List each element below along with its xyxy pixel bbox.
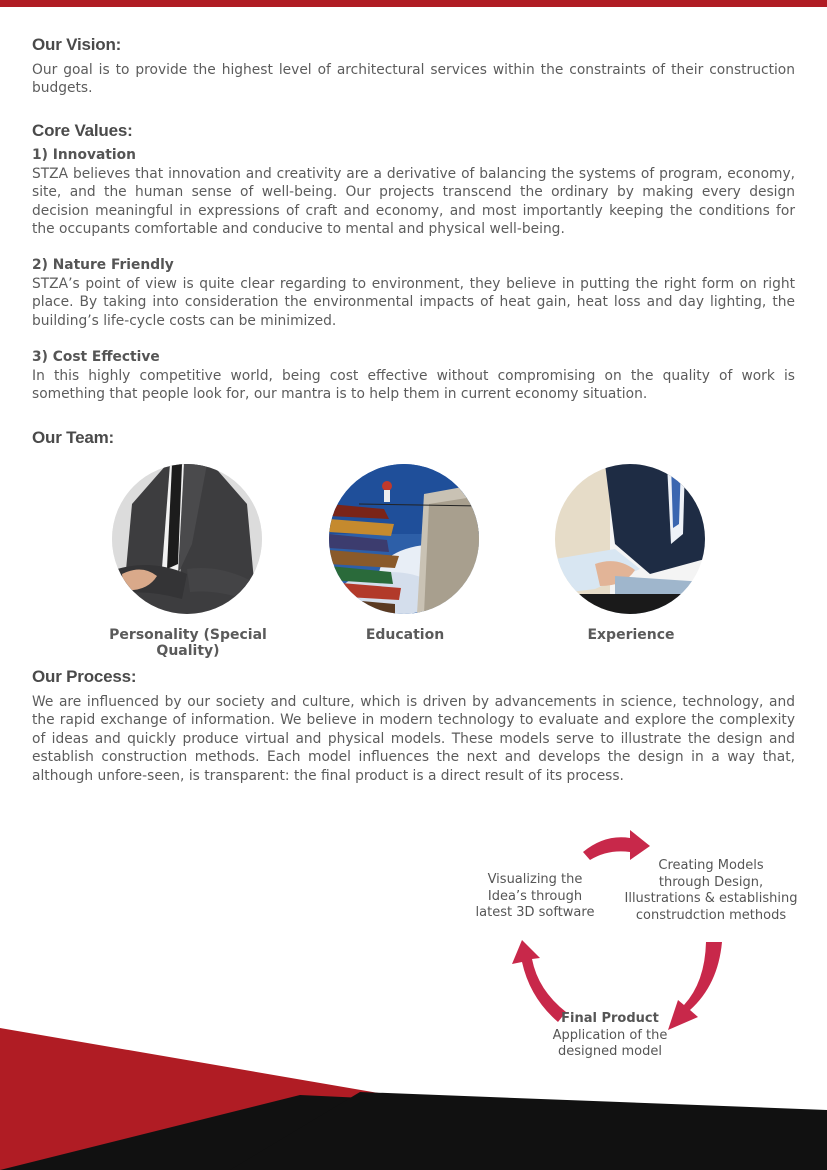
vision-heading: Our Vision:	[32, 35, 122, 54]
cycle-step-visualize-line2: Idea’s through	[487, 888, 583, 904]
cycle-step-create-line2: through Design,	[658, 874, 764, 890]
team-caption-experience: Experience	[587, 627, 675, 643]
cycle-arrow-left	[512, 940, 566, 1022]
team-caption-education: Education	[365, 627, 445, 643]
team-heading: Our Team:	[32, 428, 114, 447]
value-innovation-text: STZA believes that innovation and creativity are a derivative of balancing the systems of program, economy, site, and the human sense of well-being. Our projects transcend the ordinary by making every design decision meaningful in expressions of craft and economy, and most importantly keeping the conditions for the occupants comfortable and conducive to mental and physical well-being.	[32, 166, 795, 238]
cycle-step-create-line4: construdction methods	[635, 907, 787, 923]
cycle-step-create-line1: Creating Models	[658, 858, 764, 873]
cycle-step-visualize-line3: latest 3D software	[475, 905, 595, 920]
cycle-step-final-line1: Application of the	[552, 1027, 668, 1043]
team-caption-personality: Personality (Special Quality)	[109, 627, 267, 659]
value-nature-title: 2) Nature Friendly	[32, 257, 174, 273]
cycle-step-visualize	[470, 872, 600, 922]
cycle-step-create	[622, 858, 800, 924]
cycle-step-final-title: Final Product	[561, 1011, 659, 1026]
cycle-step-visualize-line1: Visualizing the	[487, 872, 583, 887]
value-innovation-title: 1) Innovation	[32, 147, 136, 163]
cycle-step-final	[540, 1011, 680, 1061]
cycle-arrow-top	[583, 830, 650, 860]
cycle-step-final-line2: designed model	[558, 1044, 662, 1059]
core-values-heading: Core Values:	[32, 121, 133, 140]
value-cost-title: 3) Cost Effective	[32, 349, 160, 365]
value-cost-text: In this highly competitive world, being cost effective without compromising on the quality of work is something that people look for, our mantra is to help them in current economy situation.	[32, 368, 795, 403]
process-text: We are influenced by our society and culture, which is driven by advancements in science, technology, and the rapid exchange of information. We believe in modern technology to evaluate and explore the complexity of ideas and quickly produce virtual and physical models. These models serve to illustrate the design and establish construction methods. Each model influences the next and develops the design in a way that, although unfore-seen, is transparent: the final product is a direct result of its process.	[32, 694, 795, 784]
value-nature-text: STZA’s point of view is quite clear regarding to environment, they believe in putting the right form on right place. By taking into consideration the environmental impacts of heat gain, heat loss and day lighting, the building’s life-cycle costs can be minimized.	[32, 276, 795, 329]
process-heading: Our Process:	[32, 667, 137, 686]
cycle-step-create-line3: Illustrations & establishing	[624, 891, 798, 906]
vision-text: Our goal is to provide the highest level of architectural services within the constraints of their construction budgets.	[32, 62, 795, 97]
